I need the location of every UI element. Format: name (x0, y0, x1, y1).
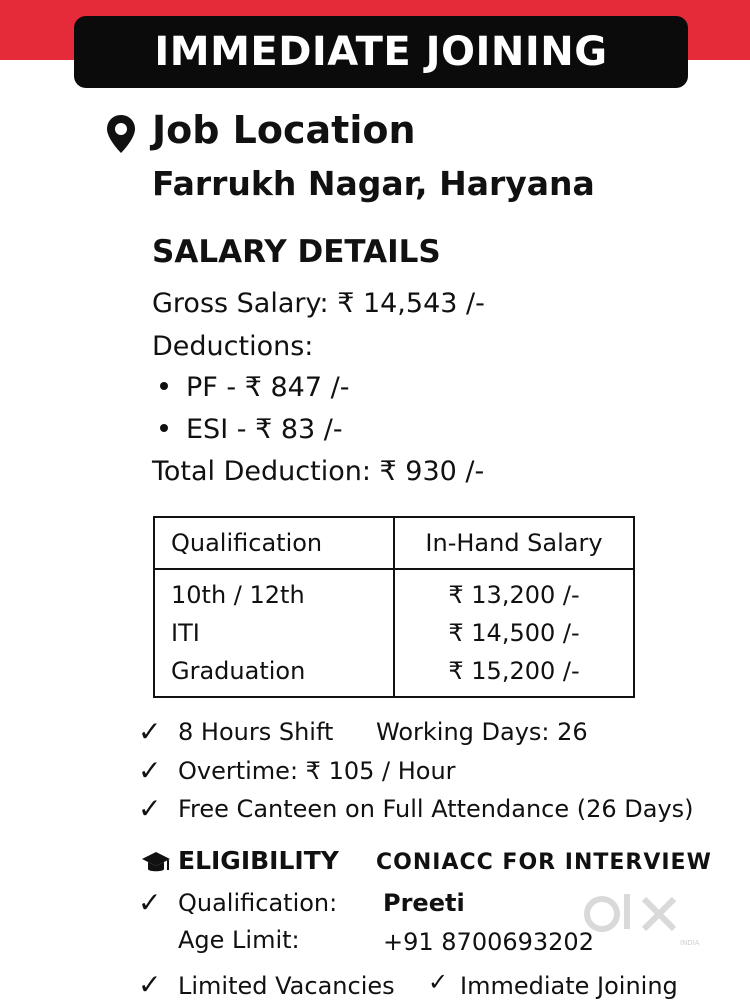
check-icon: ✓ (138, 715, 162, 748)
overtime-text: Overtime: ₹ 105 / Hour (178, 757, 456, 785)
job-location-place: Farrukh Nagar, Haryana (152, 164, 595, 203)
table-header-row (154, 517, 634, 569)
check-icon: ✓ (428, 968, 449, 996)
table-row (154, 569, 634, 614)
contact-title: CONIACC FOR INTERVIEW (376, 850, 712, 875)
contact-phone: +91 8700693202 (383, 928, 594, 956)
table-cell: 10th / 12th (154, 569, 394, 614)
salary-details-title: SALARY DETAILS (152, 234, 441, 270)
limited-vacancies-text: Limited Vacancies (178, 972, 395, 1000)
table-header: In-Hand Salary (394, 517, 634, 569)
deductions-label: Deductions: (152, 331, 314, 362)
eligibility-title: ELIGIBILITY (178, 846, 339, 875)
graduation-cap-icon (141, 850, 171, 878)
contact-name: Preeti (383, 889, 465, 917)
immediate-joining-text: Immediate Joining (460, 972, 678, 1000)
age-limit-label: Age Limit: (178, 926, 300, 954)
total-deduction: Total Deduction: ₹ 930 /- (152, 456, 485, 487)
immediate-joining-banner: IMMEDIATE JOINING (74, 16, 688, 88)
deduction-item: ESI - ₹ 83 /- (160, 414, 343, 445)
map-pin-icon (105, 114, 137, 154)
table-cell: ₹ 15,200 /- (448, 657, 580, 685)
table-cell: ₹ 14,500 /- (448, 619, 580, 647)
job-location-label: Job Location (152, 108, 416, 152)
table-cell: ITI (154, 614, 394, 652)
canteen-text: Free Canteen on Full Attendance (26 Days) (178, 795, 694, 823)
shift-text: 8 Hours Shift (178, 718, 334, 746)
qualification-label: Qualification: (178, 889, 338, 917)
table-row (154, 652, 634, 697)
salary-table (153, 516, 635, 698)
gross-salary: Gross Salary: ₹ 14,543 /- (152, 288, 485, 319)
check-icon: ✓ (138, 968, 162, 1001)
bullet-icon (160, 424, 168, 432)
bullet-icon (160, 382, 168, 390)
deduction-item: PF - ₹ 847 /- (160, 372, 349, 403)
table-header: Qualification (154, 517, 394, 569)
table-cell: Graduation (154, 652, 394, 697)
table-row (154, 614, 634, 652)
table-cell: ₹ 13,200 /- (448, 581, 580, 609)
check-icon: ✓ (138, 754, 162, 787)
svg-text:INDIA: INDIA (680, 939, 700, 947)
olx-watermark-logo (582, 888, 702, 948)
check-icon: ✓ (138, 792, 162, 825)
check-icon: ✓ (138, 886, 162, 919)
working-days-text: Working Days: 26 (376, 718, 588, 746)
